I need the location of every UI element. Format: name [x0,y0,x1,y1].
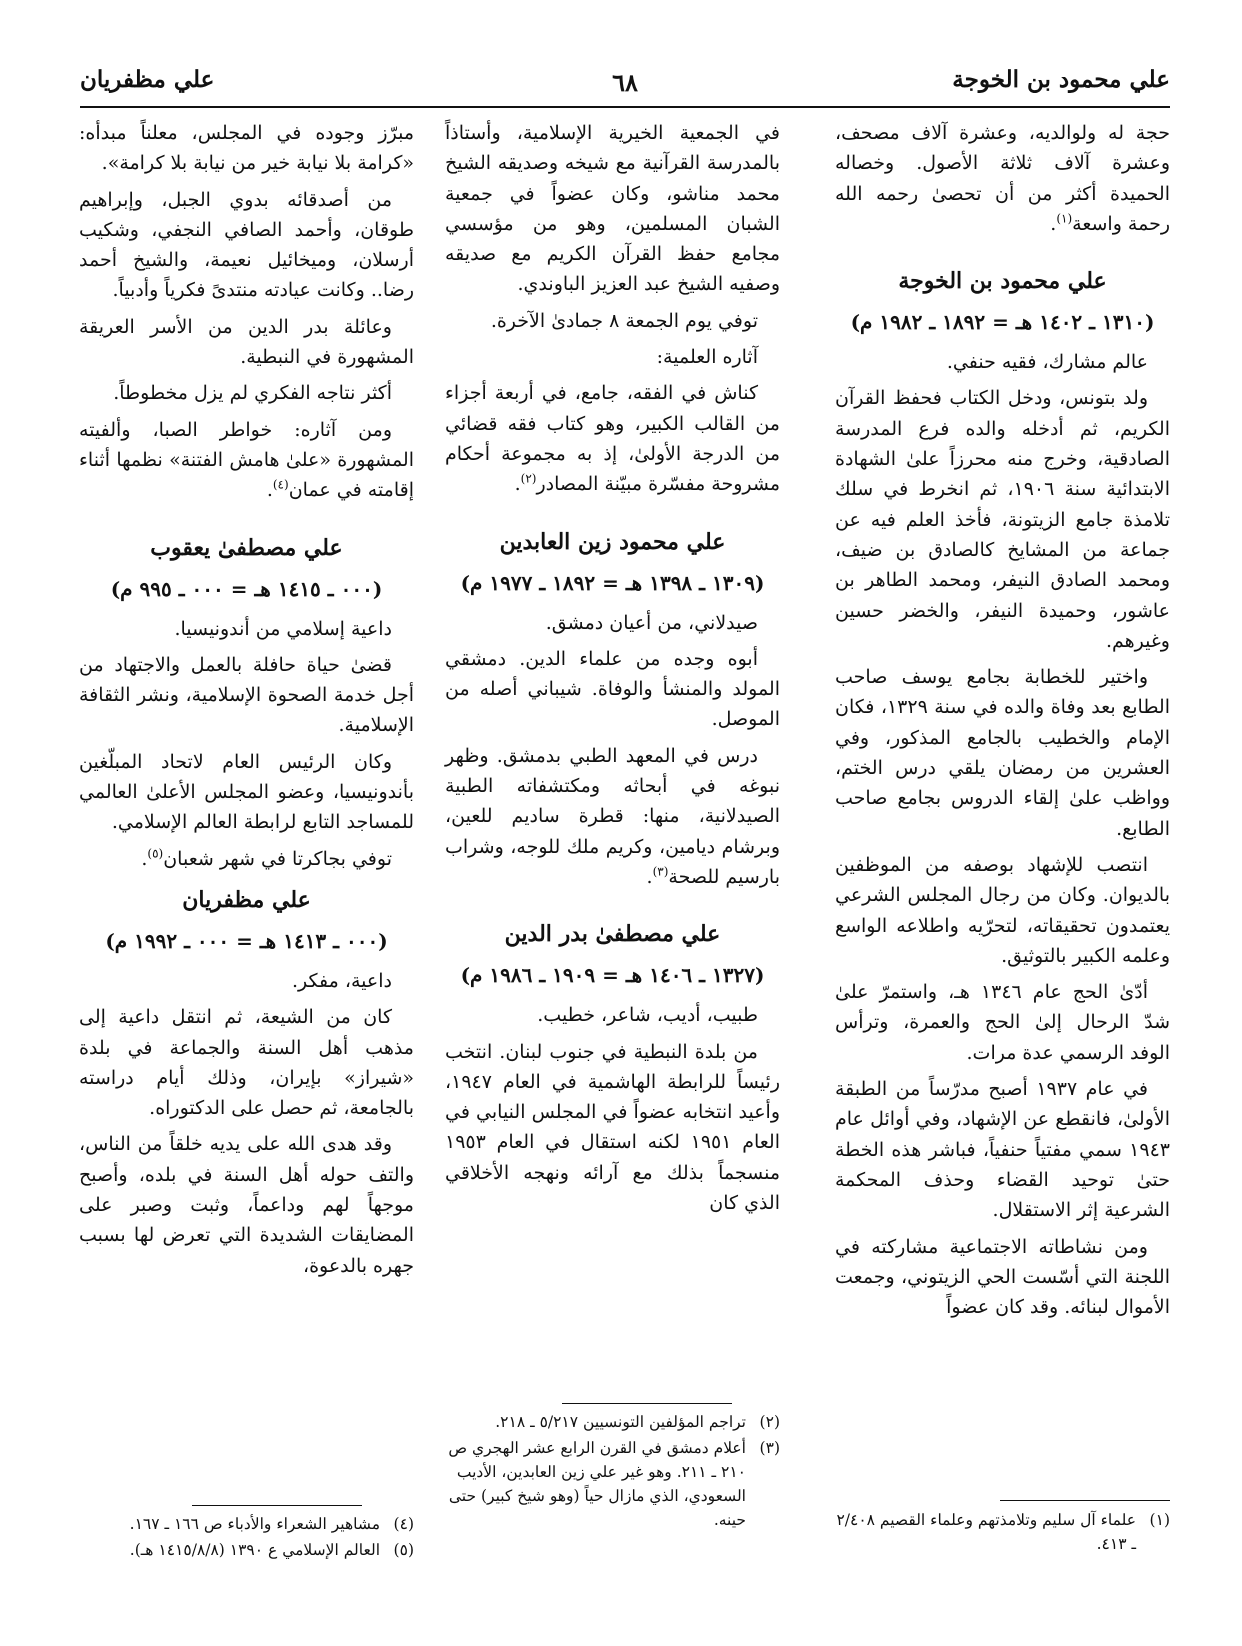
footnotes-left [79,1512,414,1564]
running-title-left: علي مظفريان [80,66,215,93]
entry-paragraph: درس في المعهد الطبي بدمشق. وظهر نبوغه في أبحاثه ومكتشفاته الطبية الصيدلانية، منها: قطرة ساديم للعين، وبرشام ديامين، وكريم ملك للوجه، وشراب بارسيم للصحة$^{(٣)}$. [445,744,780,888]
footnote-divider [562,1403,732,1404]
footnote-divider [1000,1500,1170,1501]
footnotes-middle [445,1410,780,1534]
footnotes-right [835,1508,1170,1558]
entry-paragraph: واختير للخطابة بجامع يوسف صاحب الطابع بعد وفاة والده في سنة ١٣٢٩، فكان الإمام والخطيب بالجامع المذكور، وفي العشرين من رمضان يلقي درس الختم، وواظب علىٰ إلقاء الدروس بجامع صاحب الطابع. [835,666,1170,840]
footnote: (٢) تراجم المؤلفين التونسيين ٥/٢١٧ ـ ٢١٨. [495,1413,780,1431]
page-header [80,66,1170,106]
entry-paragraph: أدّىٰ الحج عام ١٣٤٦ هـ، واستمرّ علىٰ شدّ الرحال إلىٰ الحج والعمرة، وترأس الوفد الرسمي عدة مرات. [835,981,1170,1064]
header-divider [80,106,1170,108]
entry-paragraph: عالم مشارك، فقيه حنفي. [946,351,1148,374]
column-right [835,118,1170,1328]
entry-dates: (٠٠٠ ـ ١٤١٥ هـ = ٠٠٠ ـ ٩٩٥ م) [110,576,383,601]
entry-title: علي محمود زين العابدين [499,528,726,555]
continued-paragraph: في الجمعية الخيرية الإسلامية، وأستاذاً بالمدرسة القرآنية مع شيخه وصديقه الشيخ محمد مناشو، وكان عضواً في جمعية الشبان المسلمين، وهو من مؤسسي مجامع حفظ القرآن الكريم مع صديقه وصفيه الشيخ عبد العزيز الباوندي. [445,122,780,296]
footnote-divider [192,1505,362,1506]
entry-title: علي محمود بن الخوجة [898,268,1107,295]
paragraph: كناش في الفقه، جامع، في أربعة أجزاء من القالب الكبير، وهو كتاب فقه قضائي من الدرجة الأولىٰ، إذ به مجموعة أحكام مشروحة مفسّرة مبيّنة المصادر$^{(٢)}$. [445,382,780,496]
entry-paragraph: وكان الرئيس العام لاتحاد المبلّغين بأندونيسيا، وعضو المجلس الأعلىٰ العالمي للمساجد التابع لرابطة العالم الإسلامي. [79,750,414,834]
entry-paragraph: طبيب، أديب، شاعر، خطيب. [537,1004,758,1027]
entry-paragraph: وقد هدى الله على يديه خلقاً من الناس، والتف حوله أهل السنة في بلده، وأصبح موجهاً لهم وداعماً، وثبت وصبر على المضايقات الشديدة التي تعرض لها بسبب جهره بالدعوة، [79,1133,414,1277]
column-middle [445,118,780,1224]
entry-title: علي مصطفىٰ يعقوب [150,534,343,561]
entry-title: علي مصطفىٰ بدر الدين [504,921,721,948]
entry-paragraph: انتصب للإشهاد بوصفه من الموظفين بالديوان. وكان من رجال المجلس الشرعي يعتمدون تحقيقاته، لتحرّيه واطلاعه الواسع وعلمه الكبير بالتوثيق. [835,853,1170,967]
paragraph: توفي يوم الجمعة ٨ جمادىٰ الآخرة. [490,309,758,332]
entry-paragraph: قضىٰ حياة حافلة بالعمل والاجتهاد من أجل خدمة الصحوة الإسلامية، ونشر الثقافة الإسلامية. [79,653,414,737]
footnote: (١) علماء آل سليم وتلامذتهم وعلماء القصيم ٢/٤٠٨ ـ ٤١٣. [836,1511,1170,1553]
running-title-right: علي محمود بن الخوجة [952,66,1170,93]
footnote: (٣) أعلام دمشق في القرن الرابع عشر الهجري ص ٢١٠ ـ ٢١١. وهو غير علي زين العابدين، الأديب السعودي، الذي مازال حياً (وهو شيخ كبير) حتى حينه. [448,1439,780,1529]
entry-paragraph: كان من الشيعة، ثم انتقل داعية إلى مذهب أهل السنة والجماعة في بلدة «شيراز» بإيران، وذلك أيام دراسته بالجامعة، ثم حصل على الدكتوراه. [79,1006,414,1120]
entry-paragraph: صيدلاني، من أعيان دمشق. [545,611,758,634]
paragraph: ومن آثاره: خواطر الصبا، وألفيته المشهورة «علىٰ هامش الفتنة» نظمها أثناء إقامته في عمان$^{(٤)}$. [79,418,414,502]
entry-paragraph: في عام ١٩٣٧ أصبح مدرّساً من الطبقة الأولىٰ، فانقطع عن الإشهاد، وفي أوائل عام ١٩٤٣ سمي مفتياً حنفياً، فباشر هذه الخطة حتىٰ توحيد القضاء وحذف المحكمة الشرعية إثر الاستقلال. [835,1078,1170,1222]
works-heading: آثاره العلمية: [656,346,758,369]
entry-dates: (١٣٢٧ ـ ١٤٠٦ هـ = ١٩٠٩ ـ ١٩٨٦ م) [460,963,765,988]
entry-title: علي مظفريان [182,886,311,913]
entry-paragraph: من بلدة النبطية في جنوب لبنان. انتخب رئيساً للرابطة الهاشمية في العام ١٩٤٧، وأعيد انتخابه عضواً في المجلس النيابي في العام ١٩٥١ لكنه استقال في العام ١٩٥٣ منسجماً بذلك مع آرائه ونهجه الأخلاقي الذي كان [445,1040,780,1215]
entry-dates: (١٣١٠ ـ ١٤٠٢ هـ = ١٨٩٢ ـ ١٩٨٢ م) [850,310,1155,335]
footnote: (٥) العالم الإسلامي ع ١٣٩٠ (١٤١٥/٨/٨ هـ). [129,1541,414,1559]
entry-paragraph: أبوه وجده من علماء الدين. دمشقي المولد والمنشأ والوفاة. شيباني أصله من الموصل. [445,647,780,731]
page-number: ٦٨ [612,68,638,97]
entry-paragraph: داعية، مفكر. [292,969,392,992]
entry-dates: (٠٠٠ ـ ١٤١٣ هـ = ٠٠٠ ـ ١٩٩٢ م) [105,928,388,953]
continued-paragraph: حجة له ولوالديه، وعشرة آلاف مصحف، وعشرة آلاف ثلاثة الأصول. وخصاله الحميدة أكثر من أن تحصىٰ رحمه الله رحمة واسعة$^{(١)}$. [835,122,1170,235]
paragraph: من أصدقائه بدوي الجبل، وإبراهيم طوقان، وأحمد الصافي النجفي، وشكيب أرسلان، وميخائيل نعيمة، والشيخ أحمد رضا.. وكانت عيادته منتدىً فكرياً وأدبياً. [79,188,414,302]
column-left [79,118,414,1287]
paragraph: وعائلة بدر الدين من الأسر العريقة المشهورة في النبطية. [79,315,414,369]
footnote: (٤) مشاهير الشعراء والأدباء ص ١٦٦ ـ ١٦٧. [129,1515,414,1533]
continued-paragraph: مبرّز وجوده في المجلس، معلناً مبدأه: «كرامة بلا نيابة خير من نيابة بلا كرامة». [79,122,414,175]
entry-paragraph: ولد بتونس، ودخل الكتاب فحفظ القرآن الكريم، ثم أدخله والده فرع المدرسة الصادقية، وخرج منه محرزاً علىٰ الشهادة الابتدائية سنة ١٩٠٦، ثم انخرط في سلك تلامذة جامع الزيتونة، فأخذ العلم فيه عن جماعة من المشايخ كالصادق بن ضيف، ومحمد الصادق النيفر، ومحمد الطاهر بن عاشور، وحميدة النيفر، والخضر حسين وغيرهم. [835,387,1170,652]
entry-dates: (١٣٠٩ ـ ١٣٩٨ هـ = ١٨٩٢ ـ ١٩٧٧ م) [460,570,765,595]
entry-paragraph: توفي بجاكرتا في شهر شعبان$^{(٥)}$. [141,846,392,870]
entry-paragraph: داعية إسلامي من أندونيسيا. [174,617,392,640]
paragraph: أكثر نتاجه الفكري لم يزل مخطوطاً. [113,382,392,405]
entry-paragraph: ومن نشاطاته الاجتماعية مشاركته في اللجنة التي أسّست الحي الزيتوني، وجمعت الأموال لبنائه. وقد كان عضواً [835,1235,1170,1319]
